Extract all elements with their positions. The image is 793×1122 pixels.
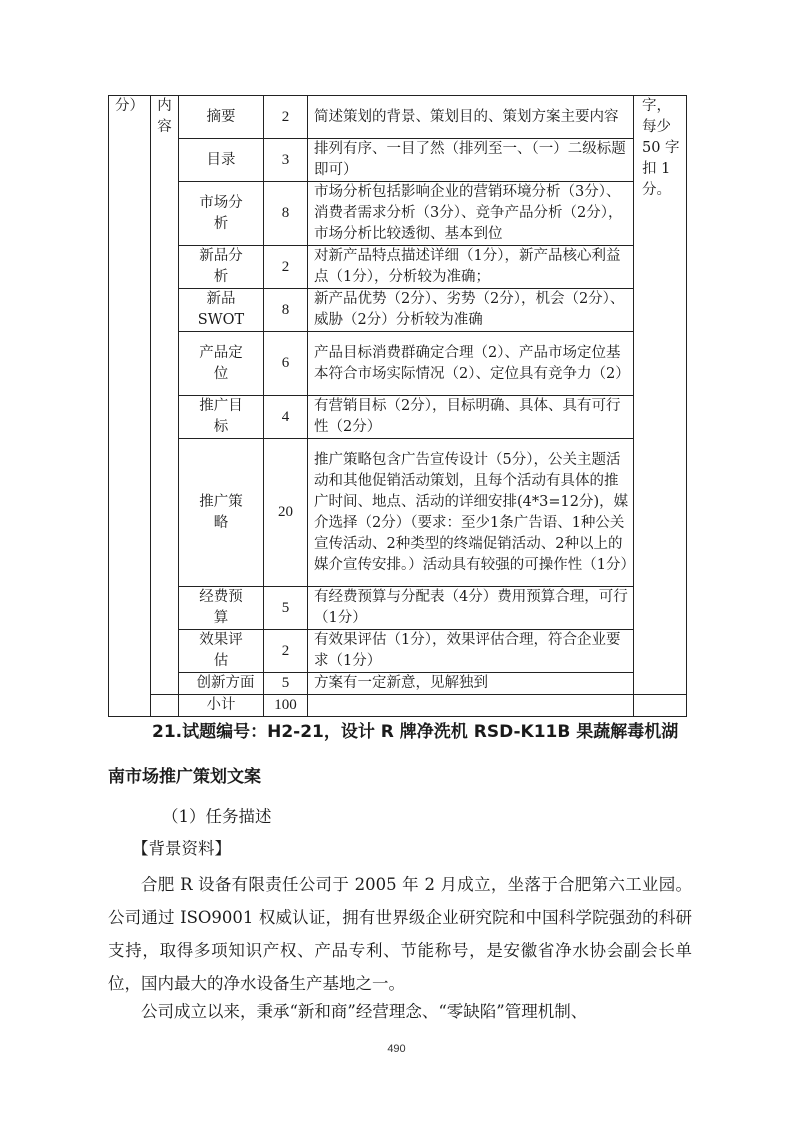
item-score: 8 (264, 289, 308, 332)
section-content-cell: 内容 (151, 96, 179, 695)
subtotal-note-blank (634, 695, 687, 717)
item-name: 经费预算 (179, 587, 264, 630)
item-desc: 新产品优势（2分）、劣势（2分），机会（2分）、威胁（2分）分析较为准确 (308, 289, 634, 332)
item-desc: 产品目标消费群确定合理（2）、产品市场定位基本符合市场实际情况（2）、定位具有竞争力（2） (308, 332, 634, 396)
background-label: 【背景资料】 (132, 839, 231, 858)
subtotal-score: 100 (264, 695, 308, 717)
item-desc: 市场分析包括影响企业的营销环境分析（3分）、消费者需求分析（3分）、竞争产品分析（2分），市场分析比较透彻、基本到位 (308, 182, 634, 246)
deduction-note-cell: 字，每少 50 字扣 1 分。 (634, 96, 687, 695)
item-name: 新品SWOT (179, 289, 264, 332)
item-score: 8 (264, 182, 308, 246)
item-score: 6 (264, 332, 308, 396)
item-name: 效果评估 (179, 630, 264, 673)
innovation-score: 5 (264, 673, 308, 695)
item-name: 推广策略 (179, 439, 264, 587)
page-number: 490 (387, 1043, 406, 1055)
exam-item-heading-cont: 南市场推广策划文案 (108, 767, 261, 787)
subtotal-label: 小计 (179, 695, 264, 717)
item-name: 目录 (179, 139, 264, 182)
item-name: 产品定位 (179, 332, 264, 396)
criteria-category-cell: 分） (109, 96, 151, 717)
background-paragraph-2: 公司成立以来，秉承“新和商”经营理念、“零缺陷”管理机制、 (141, 1002, 588, 1021)
background-paragraph: 合肥 R 设备有限责任公司于 2005 年 2 月成立，坐落于合肥第六工业园。公司通过 ISO9001 权威认证，拥有世界级企业研究院和中国科学院强劲的科研支持，取得多项知识产权、产品专利、节能称号，是安徽省净水协会副会长单位，国内最大的净水设备生产基地之一。 (108, 875, 692, 993)
item-name: 摘要 (179, 96, 264, 139)
item-desc: 有经费预算与分配表（4分）费用预算合理，可行（1分） (308, 587, 634, 630)
item-desc: 有营销目标（2分），目标明确、具体、具有可行性（2分） (308, 396, 634, 439)
innovation-desc: 方案有一定新意，见解独到 (308, 673, 634, 695)
subtotal-blank (151, 695, 179, 717)
item-desc: 对新产品特点描述详细（1分），新产品核心利益点（1分），分析较为准确； (308, 246, 634, 289)
innovation-name: 创新方面 (179, 673, 264, 695)
item-score: 5 (264, 587, 308, 630)
item-desc: 有效果评估（1分），效果评估合理，符合企业要求（1分） (308, 630, 634, 673)
item-name: 市场分析 (179, 182, 264, 246)
item-score: 3 (264, 139, 308, 182)
item-score: 4 (264, 396, 308, 439)
exam-item-heading: 21.试题编号：H2-21，设计 R 牌净洗机 RSD-K11B 果蔬解毒机湖 (152, 722, 679, 742)
scoring-table (108, 95, 687, 717)
item-score: 2 (264, 630, 308, 673)
task-description-label: （1）任务描述 (162, 807, 272, 826)
item-desc: 排列有序、一目了然（排列至一、（一）二级标题即可） (308, 139, 634, 182)
item-score: 2 (264, 96, 308, 139)
item-name: 推广目标 (179, 396, 264, 439)
subtotal-desc-blank (308, 695, 634, 717)
item-score: 2 (264, 246, 308, 289)
item-name: 新品分析 (179, 246, 264, 289)
item-desc: 简述策划的背景、策划目的、策划方案主要内容 (308, 96, 634, 139)
item-score: 20 (264, 439, 308, 587)
item-desc: 推广策略包含广告宣传设计（5分），公关主题活动和其他促销活动策划，且每个活动有具体的推广时间、地点、活动的详细安排(4*3=12分)，媒介选择（2分）（要求：至少1条广告语、1种公关宣传活动、2种类型的终端促销活动、2种以上的媒介宣传安排。）活动具有较强的可操作性（1分） (308, 439, 634, 587)
